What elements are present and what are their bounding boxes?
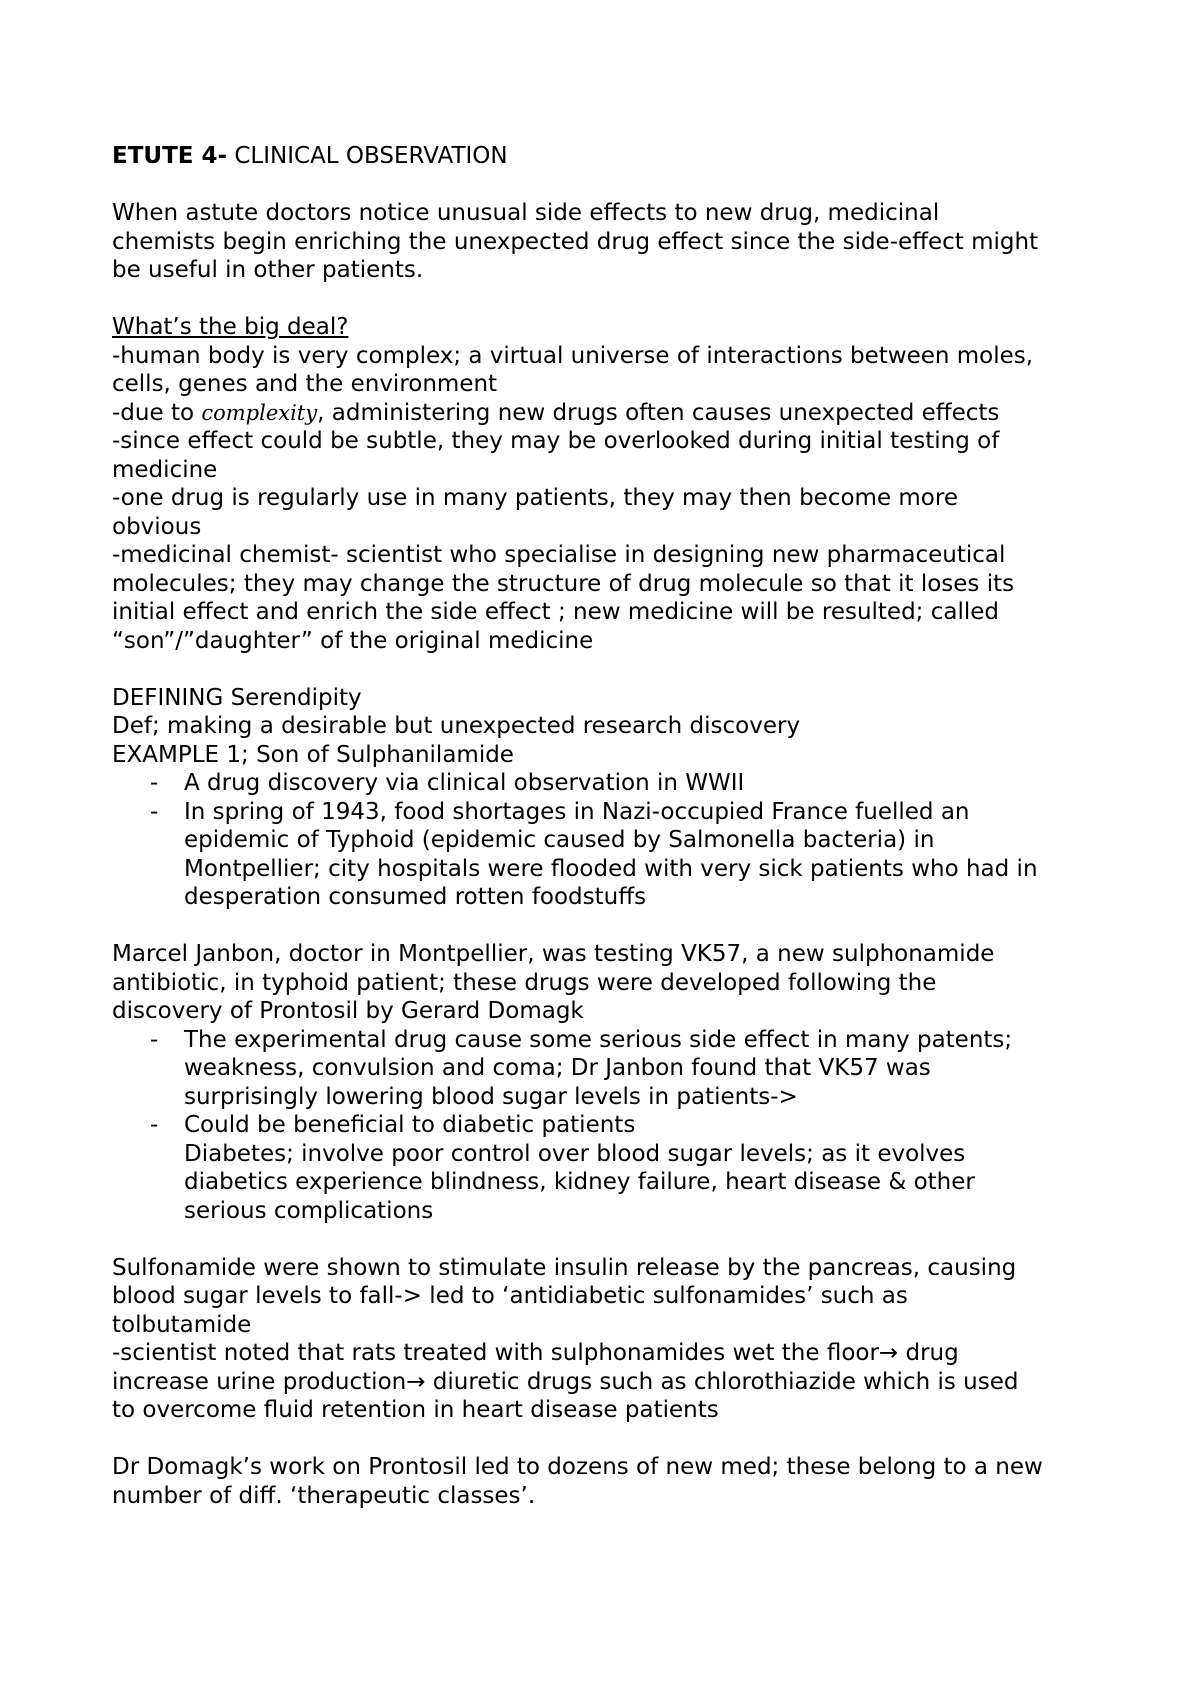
spacer xyxy=(112,285,1112,314)
spacer xyxy=(112,655,1112,684)
text-line: discovery of Prontosil by Gerard Domagk xyxy=(112,998,584,1024)
text-line: -scientist noted that rats treated with sulphonamides wet the floor→ drug xyxy=(112,1340,959,1366)
bullet-list xyxy=(112,769,1112,912)
list-item xyxy=(112,1111,1112,1225)
spacer xyxy=(112,912,1112,941)
serendipity-section xyxy=(112,684,1112,912)
text-line: medicine xyxy=(112,456,218,483)
complexity-prefix: -due to xyxy=(112,399,202,426)
text-line: -one drug is regularly use in many patients, they may then become more xyxy=(112,485,958,511)
spacer xyxy=(112,171,1112,200)
section-heading: What’s the big deal? xyxy=(112,314,349,340)
complexity-word: complexity xyxy=(201,400,318,425)
title-rest: CLINICAL OBSERVATION xyxy=(227,143,508,169)
text-line: -medicinal chemist- scientist who specialise in designing new pharmaceutical xyxy=(112,542,1006,568)
text-line: “son”/”daughter” of the original medicine xyxy=(112,627,594,654)
text-line: Montpellier; city hospitals were flooded with very sick patients who had in xyxy=(184,855,1038,882)
spacer xyxy=(112,1225,1112,1254)
text-line: A drug discovery via clinical observation in WWII xyxy=(184,770,745,796)
text-line: chemists begin enriching the unexpected drug effect since the side-effect might xyxy=(112,228,1039,255)
text-line xyxy=(112,399,1112,428)
text-line: The experimental drug cause some serious side effect in many patents; xyxy=(184,1026,1013,1053)
text-line: When astute doctors notice unusual side effects to new drug, medicinal xyxy=(112,200,940,226)
text-line: to overcome fluid retention in heart disease patients xyxy=(112,1397,719,1423)
bullet-dash: - xyxy=(150,798,159,825)
list-item xyxy=(112,798,1112,912)
text-line: antibiotic, in typhoid patient; these drugs were developed following the xyxy=(112,969,937,996)
text-line: be useful in other patients. xyxy=(112,257,424,283)
domagk-section xyxy=(112,1453,1112,1510)
section-heading: DEFINING Serendipity xyxy=(112,684,362,711)
text-line: surprisingly lowering blood sugar levels in patients-> xyxy=(184,1083,798,1110)
text-line: desperation consumed rotten foodstuffs xyxy=(184,884,647,910)
text-line: In spring of 1943, food shortages in Nazi-occupied France fuelled an xyxy=(184,798,970,825)
text-line: serious complications xyxy=(184,1197,434,1224)
text-line: epidemic of Typhoid (epidemic caused by Salmonella bacteria) in xyxy=(184,827,935,853)
janbon-section xyxy=(112,940,1112,1225)
list-item xyxy=(112,1026,1112,1112)
text-line: Diabetes; involve poor control over blood sugar levels; as it evolves xyxy=(184,1140,966,1167)
text-line: increase urine production→ diuretic drugs such as chlorothiazide which is used xyxy=(112,1368,1019,1395)
text-line: blood sugar levels to fall-> led to ‘antidiabetic sulfonamides’ such as xyxy=(112,1283,908,1309)
definition-line: Def; making a desirable but unexpected research discovery xyxy=(112,713,801,739)
text-line: diabetics experience blindness, kidney failure, heart disease & other xyxy=(184,1169,975,1195)
text-line: Could be beneficial to diabetic patients xyxy=(184,1112,636,1138)
text-line: molecules; they may change the structure of drug molecule so that it loses its xyxy=(112,570,1015,597)
text-line: -human body is very complex; a virtual universe of interactions between moles, xyxy=(112,342,1034,369)
spacer xyxy=(112,1425,1112,1454)
text-line: weakness, convulsion and coma; Dr Janbon found that VK57 was xyxy=(184,1055,931,1081)
title-bold: ETUTE 4- xyxy=(112,143,228,169)
text-line: number of diff. ‘therapeutic classes’. xyxy=(112,1482,536,1509)
text-line: -since effect could be subtle, they may be overlooked during initial testing of xyxy=(112,428,1000,454)
text-line: tolbutamide xyxy=(112,1311,252,1338)
bullet-list xyxy=(112,1026,1112,1226)
big-deal-section xyxy=(112,313,1112,655)
text-line: initial effect and enrich the side effect ; new medicine will be resulted; called xyxy=(112,599,1000,625)
intro-paragraph xyxy=(112,199,1112,285)
example-heading: EXAMPLE 1; Son of Sulphanilamide xyxy=(112,741,514,768)
text-line: cells, genes and the environment xyxy=(112,371,498,397)
list-item xyxy=(112,769,1112,798)
text-line: obvious xyxy=(112,513,202,540)
document-page xyxy=(112,142,1112,1510)
bullet-dash: - xyxy=(150,770,159,796)
text-line: Marcel Janbon, doctor in Montpellier, was testing VK57, a new sulphonamide xyxy=(112,941,995,967)
complexity-suffix: , administering new drugs often causes unexpected effects xyxy=(317,399,1000,426)
bullet-dash: - xyxy=(150,1112,159,1138)
bullet-dash: - xyxy=(150,1026,159,1053)
text-line: Dr Domagk’s work on Prontosil led to dozens of new med; these belong to a new xyxy=(112,1454,1043,1480)
sulfonamide-section xyxy=(112,1254,1112,1425)
text-line: Sulfonamide were shown to stimulate insulin release by the pancreas, causing xyxy=(112,1254,1017,1281)
document-title xyxy=(112,142,1112,171)
